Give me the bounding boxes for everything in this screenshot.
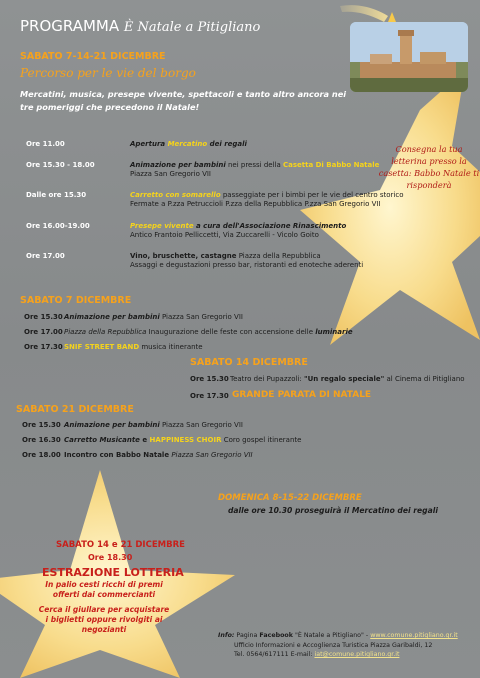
lotteria-title: ESTRAZIONE LOTTERIA	[42, 566, 184, 579]
sabato7-time: Ore 17.00	[24, 328, 63, 336]
title-script: È Natale a Pitigliano	[123, 20, 261, 35]
header-subtitle: Percorso per le vie del borgo	[20, 66, 196, 80]
schedule-time: Dalle ore 15.30	[26, 191, 87, 199]
email-link[interactable]: iat@comune.pitigliano.gr.it	[314, 651, 400, 658]
schedule-item: Carretto con somarello passeggiate per i bimbi per le vie del centro storico Fermate a P.zza Petruccioli P.zza della Repubblica P.zza San Gregorio VII	[130, 191, 404, 208]
schedule-time: Ore 17.00	[26, 252, 65, 260]
town-photo	[350, 22, 468, 92]
sabato21-time: Ore 16.30	[22, 436, 61, 444]
title-prefix: PROGRAMMA	[20, 17, 120, 35]
sabato7-item: Animazione per bambini Piazza San Gregorio VII	[64, 313, 243, 321]
domenica-heading: DOMENICA 8-15-22 DICEMBRE	[218, 493, 362, 503]
domenica-line: dalle ore 10.30 proseguirà il Mercatino dei regali	[228, 506, 438, 515]
lotteria-dates: SABATO 14 e 21 DICEMBRE	[56, 540, 185, 550]
sabato21-item: Carretto Musicante e HAPPINESS CHOIR Coro gospel itinerante	[64, 436, 302, 444]
sabato14-item: Teatro dei Pupazzoli: "Un regalo speciale" al Cinema di Pitigliano	[230, 375, 465, 383]
schedule-time: Ore 15.30 - 18.00	[26, 161, 95, 169]
schedule-item: Vino, bruschette, castagne Piazza della Repubblica Assaggi e degustazioni presso bar, ristoranti ed enoteche aderenti	[130, 252, 364, 269]
sabato7-time: Ore 15.30	[24, 313, 63, 321]
sabato21-time: Ore 18.00	[22, 451, 61, 459]
sabato7-item: SNIF STREET BAND musica itinerante	[64, 343, 203, 351]
star-note: Consegna la tua letterina presso la casetta: Babbo Natale ti risponderà	[378, 144, 480, 190]
sabato14-parade: GRANDE PARATA DI NATALE	[232, 390, 372, 400]
lotteria-time: Ore 18.30	[88, 553, 133, 562]
lotteria-prizes: In palio cesti ricchi di premi offerti dai commercianti	[45, 580, 163, 599]
info-block	[218, 631, 478, 660]
sabato21-time: Ore 15.30	[22, 421, 61, 429]
sabato7-time: Ore 17.30	[24, 343, 63, 351]
sabato7-heading: SABATO 7 DICEMBRE	[20, 295, 132, 306]
page-title	[20, 17, 260, 35]
sabato14-time: Ore 17.30	[190, 392, 229, 400]
lotteria-tickets: Cerca il giullare per acquistare i biglietti oppure rivolgiti ai negozianti	[38, 605, 170, 634]
sabato21-item: Incontro con Babbo Natale Piazza San Gregorio VII	[64, 451, 253, 459]
schedule-item: Animazione per bambini nei pressi della Casetta Di Babbo Natale Piazza San Gregorio VII	[130, 161, 380, 178]
schedule-time: Ore 11.00	[26, 140, 65, 148]
header-intro: Mercatini, musica, presepe vivente, spettacoli e tanto altro ancora nei tre pomeriggi che precedono il Natale!	[20, 89, 347, 112]
sabato21-heading: SABATO 21 DICEMBRE	[16, 404, 134, 415]
sabato14-heading: SABATO 14 DICEMBRE	[190, 357, 308, 368]
header-dates: SABATO 7-14-21 DICEMBRE	[20, 51, 166, 62]
sabato14-time: Ore 15.30	[190, 375, 229, 383]
comet-tail	[340, 5, 388, 22]
info-line-3: Tel. 0564/617111 E-mail: iat@comune.pitigliano.gr.it	[234, 651, 400, 658]
schedule-time: Ore 16.00-19.00	[26, 222, 90, 230]
info-line-1: Info: Pagina Facebook "È Natale a Pitigliano" - www.comune.pitigliano.gr.it	[218, 632, 458, 639]
website-link[interactable]: www.comune.pitigliano.gr.it	[370, 632, 458, 639]
schedule-item: Presepe vivente a cura dell'Associazione Rinascimento Antico Frantoio Pelliccetti, Via Zuccarelli - Vicolo Goito	[130, 222, 347, 239]
schedule-item: Apertura Mercatino dei regali	[130, 140, 247, 148]
sabato21-item: Animazione per bambini Piazza San Gregorio VII	[64, 421, 243, 429]
sabato7-item: Piazza della Repubblica Inaugurazione delle feste con accensione delle luminarie	[64, 328, 353, 336]
info-line-2: Ufficio Informazioni e Accoglienza Turistica Piazza Garibaldi, 12	[234, 641, 433, 649]
